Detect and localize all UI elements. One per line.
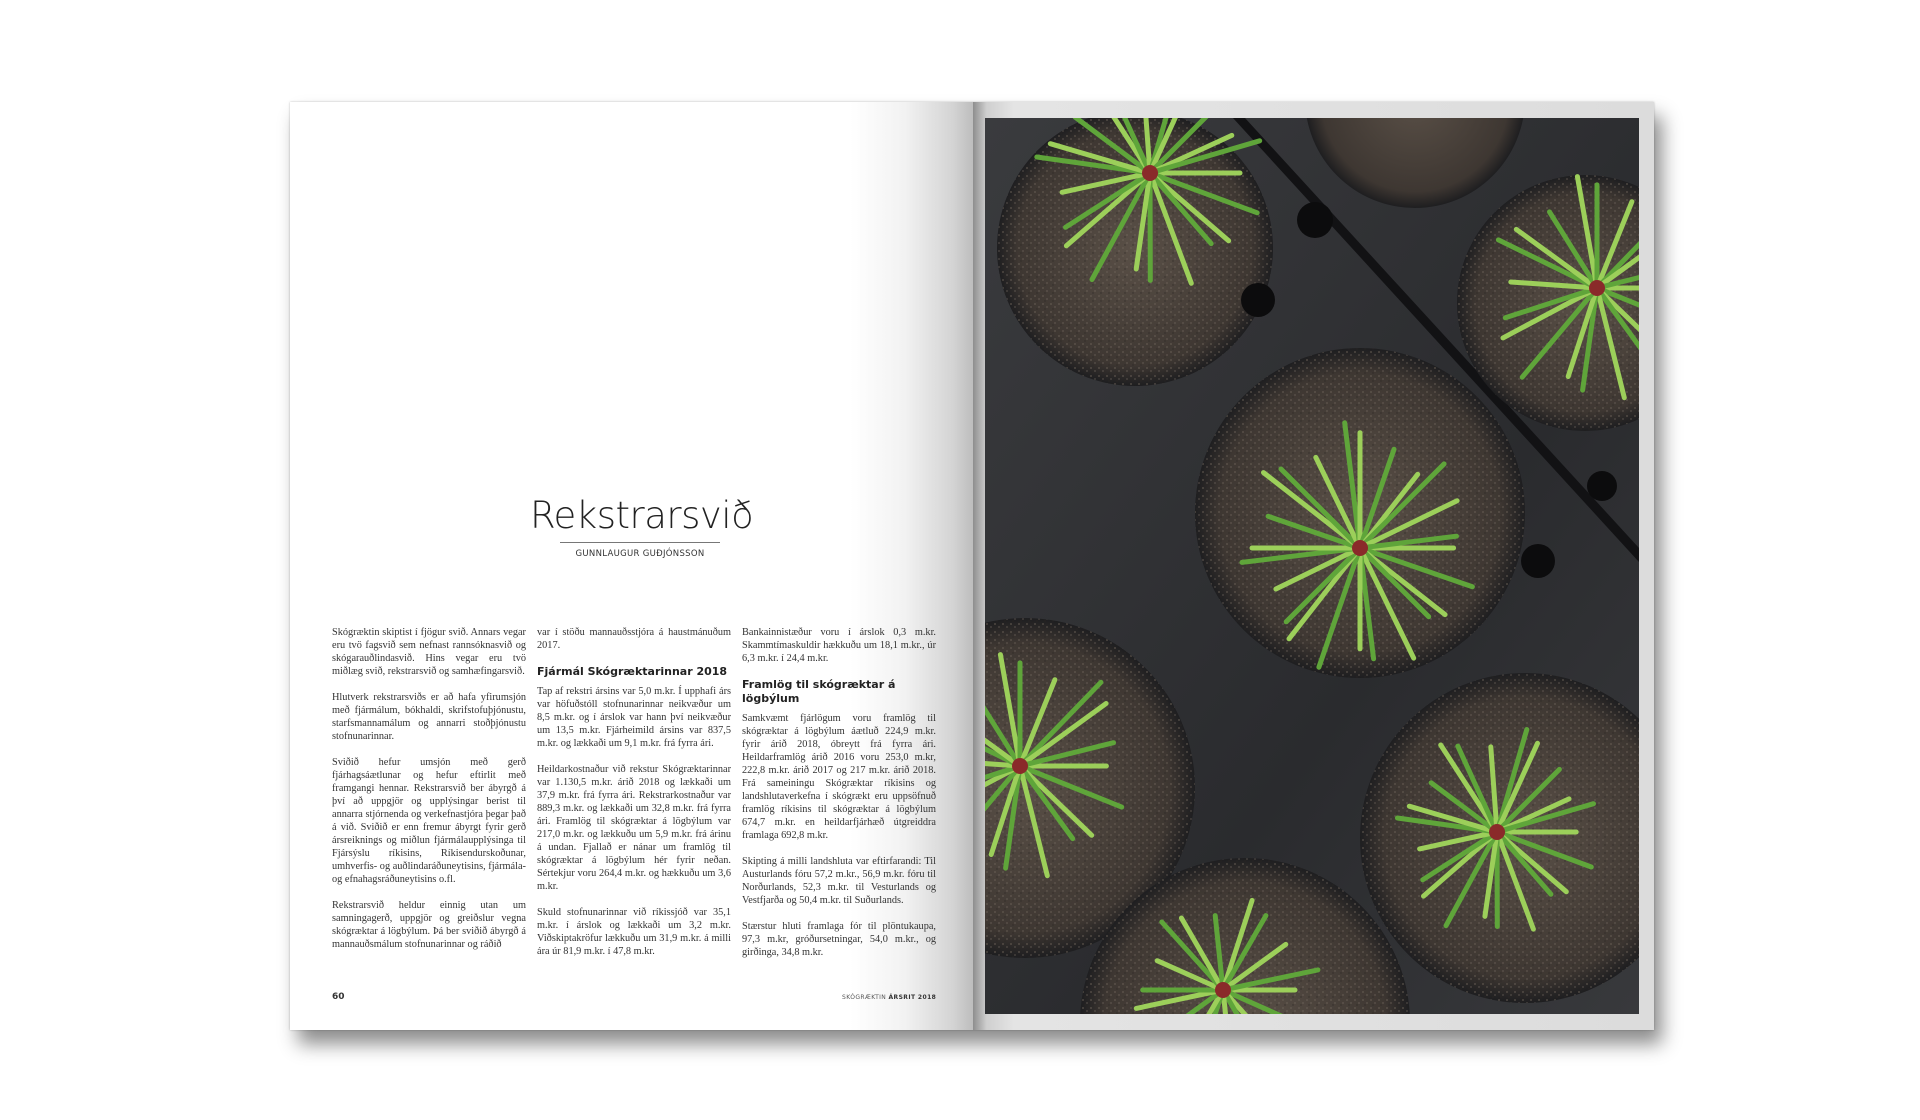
- magazine-spread: [290, 102, 1654, 1030]
- paragraph: Samkvæmt fjárlögum voru framlög til skógræktar á lögbýlum áætluð 224,9 m.kr. fyrir árið 2018, óbreytt frá fyrra ári. Heildarframlög árið 2016 voru 253,0 m.kr, 222,8 m.kr. árið 2017 og 217 m.kr. árið 2018. Frá sameiningu Skógræktar ríkisins og landshlutaverkefna í skógrækt eru uppsöfnuð framlög ríkisins til skógræktar á lögbýlum 674,7 m.kr. en heildarfjárhæð útgreiddra framlaga 692,8 m.kr.: [742, 713, 936, 841]
- text-column-2: [537, 626, 731, 971]
- seedling-tray-photo: [985, 118, 1639, 1014]
- article-author: GUNNLAUGUR GUÐJÓNSSON: [575, 549, 705, 559]
- paragraph: Stærstur hluti framlaga fór til plöntukaupa, 97,3 m.kr, gróðursetningar, 54,0 m.kr., og girðinga, 34,8 m.kr.: [742, 921, 936, 958]
- seedling-bud: [1142, 165, 1158, 181]
- footer-issue: ÁRSRIT 2018: [888, 994, 937, 1001]
- title-underline: [560, 542, 720, 543]
- seedling-photo-illustration: [985, 118, 1639, 1014]
- left-page: [290, 102, 973, 1030]
- seedling-bud: [1012, 758, 1028, 774]
- paragraph: Tap af rekstri ársins var 5,0 m.kr. Í upphafi árs var höfuðstóll stofnunarinnar neikvæður um 8,5 m.kr. og í árslok var hann því neikvæður um 13,5 m.kr. Fjárheimild ársins var 837,5 m.kr. og lækkaði um 9,1 m.kr. frá fyrra ári.: [537, 686, 731, 749]
- text-column-1: [332, 626, 526, 964]
- seedling-bud: [1489, 824, 1505, 840]
- article-title-block: [530, 494, 754, 559]
- paragraph: Skipting á milli landshluta var eftirfarandi: Til Austurlands fóru 57,2 m.kr., 56,9 m.kr. fóru til Norðurlands, 52,3 m.kr. til Vesturlands og Vestfjarða og 50,4 m.kr. til Suðurlands.: [742, 856, 936, 906]
- paragraph: Skógræktin skiptist í fjögur svið. Annars vegar eru tvö fagsvið sem nefnast rannsóknasvið og skógarauðlindasvið. Hins vegar eru tvö miðlæg svið, rekstrarsvið og samhæfingarsvið.: [332, 627, 526, 677]
- paragraph: Rekstrarsvið heldur einnig utan um samningagerð, uppgjör og greiðslur vegna skógræktar á lögbýlum. Þá ber sviðið ábyrgð á mannauðsmálum stofnunarinnar og ráðið: [332, 900, 526, 950]
- footer-publication: SKÓGRÆKTIN: [842, 994, 887, 1001]
- running-footer: [842, 994, 936, 1001]
- paragraph: Heildarkostnaður við rekstur Skógræktarinnar var 1.130,5 m.kr. árið 2018 og lækkaði um 37,9 m.kr. frá fyrra ári. Rekstrarkostnaður var 889,3 m.kr. og lækkaði um 32,8 m.kr. frá fyrra ári. Framlög til skógræktar á lögbýlum var 217,0 m.kr. og lækkuðu um 5,9 m.kr. frá árinu á undan. Fjallað er nánar um framlög til skógræktar á lögbýlum hér fyrir neðan. Sértekjur voru 264,4 m.kr. og hækkuðu um 3,6 m.kr.: [537, 764, 731, 892]
- seedling-bud: [1352, 540, 1368, 556]
- paragraph: Sviðið hefur umsjón með gerð fjárhagsáætlunar og hefur eftirlit með framgangi hennar. Rekstrarsvið ber ábyrgð á því að uppgjör og upplýsingar berist til annarra stjórnenda og verkefnastjóra þegar það á við. Sviðið er enn fremur ábyrgt fyrir gerð ársreiknings og miðlun fjármálaupplýsinga til Fjársýslu ríkisins, Ríkisendurskoðunar, umhverfis- og auðlindaráðuneytisins, fjármála- og efnahagsráðuneytisins o.fl.: [332, 757, 526, 885]
- article-title: Rekstrarsvið: [530, 494, 754, 537]
- section-heading: Fjármál Skógræktarinnar 2018: [537, 665, 728, 678]
- paragraph: Skuld stofnunarinnar við ríkissjóð var 35,1 m.kr. í árslok og lækkaði um 3,2 m.kr. Viðskiptakröfur lækkuðu um 31,9 m.kr. á milli ára úr 81,9 m.kr. í 47,8 m.kr.: [537, 907, 731, 957]
- paragraph: var í stöðu mannauðsstjóra á haustmánuðum 2017.: [537, 627, 731, 651]
- seedling-bud: [1215, 982, 1231, 998]
- right-page: [973, 102, 1654, 1030]
- paragraph: Bankainnistæður voru í árslok 0,3 m.kr. Skammtímaskuldir hækkuðu um 18,1 m.kr., úr 6,3 m.kr. í 24,4 m.kr.: [742, 627, 936, 664]
- seedling-bud: [1589, 280, 1605, 296]
- paragraph: Hlutverk rekstrarsviðs er að hafa yfirumsjón með fjármálum, bókhaldi, skrifstofuþjónustu, starfsmannamálum og annarri stoðþjónustu stofnunarinnar.: [332, 692, 526, 742]
- text-column-3: [742, 626, 936, 972]
- section-heading: Framlög til skógræktar á lögbýlum: [742, 678, 896, 705]
- page-number: 60: [332, 992, 345, 1002]
